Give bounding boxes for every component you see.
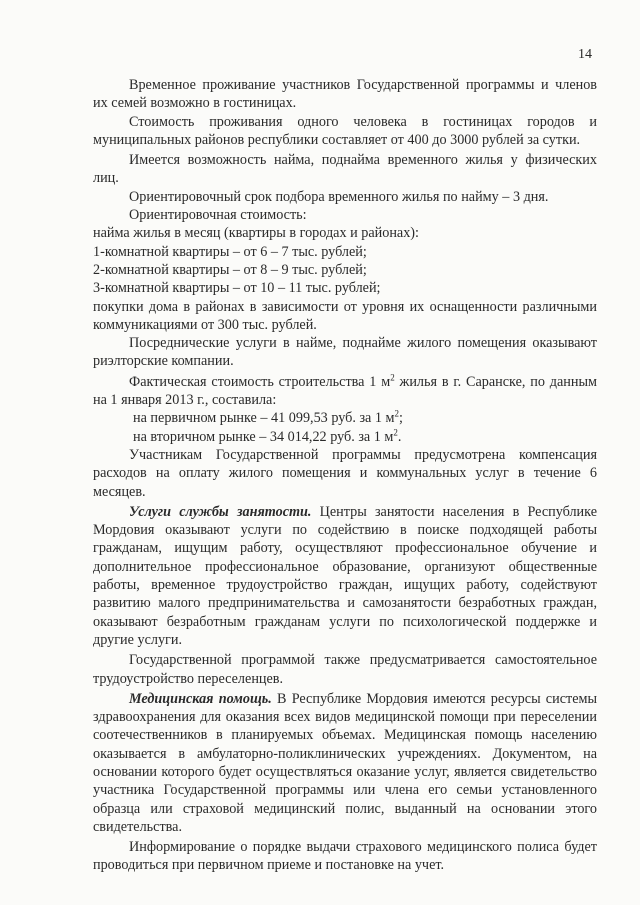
paragraph-hotel-cost: Стоимость проживания одного человека в гостиницах городов и муниципальных районов республики составляет от 400 до 3000 рублей за сутки. (93, 113, 597, 148)
paragraph-cost-heading: Ориентировочная стоимость: (129, 207, 307, 224)
paragraph-self-employment: Государственной программой также предусматривается самостоятельное трудоустройство переселенцев. (93, 652, 597, 687)
paragraph-hotel-stay: Временное проживание участников Государственной программы и членов их семей возможно в гостиницах. (93, 77, 597, 112)
paragraph-insurance-info: Информирование о порядке выдачи страхового медицинского полиса будет проводиться при первичном приеме и постановке на учет. (93, 839, 597, 874)
paragraph-realtors: Посреднические услуги в найме, поднайме жилого помещения оказывают риэлторские компании. (93, 335, 597, 370)
paragraph-primary-market: на первичном рынке – 41 099,53 руб. за 1 $м^2$; (133, 408, 403, 427)
paragraph-employment-services: Услуги службы занятости. Центры занятости населения в Республике Мордовия оказывают услуги по содействию в поиске подходящей работы гражданам, ищущим работу, осуществляют профессиональное обучение и дополнительное профессиональное образование, организуют общественные работы, временное трудоустройство граждан, ищущих работу, содействуют развитию малого предпринимательства и самозанятости безработных граждан, оказывают безработным гражданам услуги по психологической поддержке и другие услуги. (93, 503, 597, 648)
paragraph-rent-monthly: найма жилья в месяц (квартиры в городах и районах): (93, 225, 419, 242)
paragraph-construction-cost: Фактическая стоимость строительства 1 $м^2$ жилья в г. Саранске, по данным на 1 января 2013 г., составила: (93, 372, 597, 409)
heading-employment: Услуги службы занятости. (129, 503, 312, 520)
paragraph-rent-option: Имеется возможность найма, поднайма временного жилья у физических лиц. (93, 152, 597, 187)
paragraph-search-time: Ориентировочный срок подбора временного жилья по найму – 3 дня. (129, 188, 549, 205)
page-number: 14 (578, 47, 592, 62)
list-item-2room: 2-комнатной квартиры – от 8 – 9 тыс. рублей; (93, 261, 367, 278)
paragraph-medical-help: Медицинская помощь. В Республике Мордовия имеются ресурсы системы здравоохранения для оказания всех видов медицинской помощи при переселении соотечественников в планируемых объемах. Медицинская помощь населению оказывается в амбулаторно-поликлинических учреждениях. Документом, на основании которого будет осуществляться оказание услуг, является свидетельство участника Государственной программы или члена его семьи установленного образца или страховой медицинский полис, выданный на основании этого свидетельства. (93, 690, 598, 835)
paragraph-house-purchase: покупки дома в районах в зависимости от уровня их оснащенности различными коммуникациями от 300 тыс. рублей. (93, 298, 597, 333)
heading-medical: Медицинская помощь. (129, 690, 272, 707)
list-item-1room: 1-комнатной квартиры – от 6 – 7 тыс. рублей; (93, 243, 367, 260)
paragraph-secondary-market: на вторичном рынке – 34 014,22 руб. за 1 $м^2$. (133, 426, 402, 445)
paragraph-compensation: Участникам Государственной программы предусмотрена компенсация расходов на оплату жилого помещения и коммунальных услуг в течение 6 месяцев. (93, 446, 597, 500)
list-item-3room: 3-комнатной квартиры – от 10 – 11 тыс. рублей; (93, 280, 381, 297)
document-body (93, 76, 597, 875)
